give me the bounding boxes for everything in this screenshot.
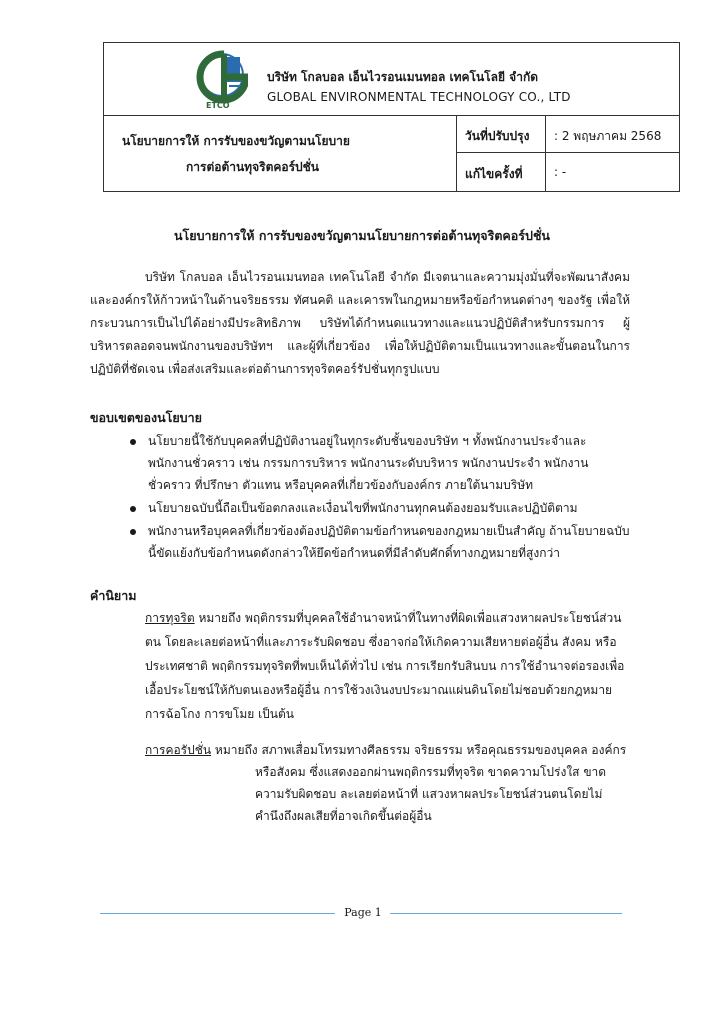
updated-date-label: วันที่ปรับปรุง xyxy=(465,129,530,143)
company-name-thai: บริษัท โกลบอล เอ็นไวรอนเมนทอล เทคโนโลยี จำกัด xyxy=(267,70,539,84)
definition-text: หมายถึง สภาพเสื่อมโทรมทางศีลธรรม จริยธรรม หรือคุณธรรมของบุคคล องค์กร xyxy=(211,743,627,757)
definition-corruption-fraud xyxy=(90,606,630,726)
bullet-icon xyxy=(130,529,136,535)
scope-list xyxy=(130,430,630,565)
footer-rule-left xyxy=(100,913,335,914)
definitions-section-title: คำนิยาม xyxy=(90,588,137,603)
company-name-english: GLOBAL ENVIRONMENTAL TECHNOLOGY CO., LTD xyxy=(267,90,571,104)
scope-item-text: นโยบายฉบับนี้ถือเป็นข้อตกลงและเงื่อนไขที่พนักงานทุกคนต้องยอมรับและปฏิบัติตาม xyxy=(148,501,578,515)
bullet-icon xyxy=(130,439,136,445)
updated-date-value: : 2 พฤษภาคม 2568 xyxy=(554,129,662,143)
policy-title-cell xyxy=(104,115,457,191)
scope-item-text: นโยบายนี้ใช้กับบุคคลที่ปฏิบัติงานอยู่ในทุกระดับชั้นของบริษัท ฯ ทั้งพนักงานประจำและพนักงานชั่วคราว เช่น กรรมการบริหาร พนักงานระดับบริหาร พนักงานประจำ พนักงานชั่วคราว ที่ปรึกษา ตัวแทน หรือบุคคลที่เกี่ยวข้องกับองค์กร ภายใต้นามบริษัท xyxy=(148,434,589,492)
company-header xyxy=(104,43,679,116)
page-number: Page 1 xyxy=(344,906,382,919)
getco-globe-logo-icon xyxy=(184,49,248,111)
scope-section-title: ขอบเขตของนโยบาย xyxy=(90,410,202,425)
revision-label-cell xyxy=(457,153,546,191)
list-item xyxy=(130,520,630,564)
revision-value: : - xyxy=(554,165,567,179)
scope-item-text: พนักงานหรือบุคคลที่เกี่ยวข้องต้องปฏิบัติตามข้อกำหนดของกฎหมายเป็นสำคัญ ถ้านโยบายฉบับนี้ขัดแย้งกับข้อกำหนดดังกล่าวให้ยึดข้อกำหนดที่มีลำดับศักดิ์ทางกฎหมายที่สูงกว่า xyxy=(148,524,630,560)
definition-corruption xyxy=(145,739,630,827)
updated-date-value-cell xyxy=(546,115,679,153)
policy-header-box xyxy=(103,42,680,192)
updated-date-label-cell xyxy=(457,115,546,153)
intro-paragraph: บริษัท โกลบอล เอ็นไวรอนเมนทอล เทคโนโลยี จำกัด มีเจตนาและความมุ่งมั่นที่จะพัฒนาสังคมและองค์กรให้ก้าวหน้าในด้านจริยธรรม ทัศนคติ และเคารพในกฎหมายหรือข้อกำหนดต่างๆ ของรัฐ เพื่อให้กระบวนการเป็นไปได้อย่างมีประสิทธิภาพ บริษัทได้กำหนดแนวทางและแนวปฏิบัติสำหรับกรรมการ ผู้บริหารตลอดจนพนักงานของบริษัทฯ และผู้ที่เกี่ยวข้อง เพื่อให้ปฏิบัติตามเป็นแนวทางและขั้นตอนในการปฏิบัติที่ชัดเจน เพื่อส่งเสริมและต่อต้านการทุจริตคอร์รัปชั่นทุกรูปแบบ xyxy=(90,270,630,376)
definition-text: หมายถึง พฤติกรรมที่บุคคลใช้อำนาจหน้าที่ในทางที่ผิดเพื่อแสวงหาผลประโยชน์ส่วน ตน โดยละเลยต่อหน้าที่และภาระรับผิดชอบ ซึ่งอาจก่อให้เกิดความเสียหายต่อผู้อื่น สังคม หรือประเทศชาติ พฤติกรรมทุจริตที่พบเห็นได้ทั่วไป เช่น การเรียกรับสินบน การใช้อำนาจต่อรองเพื่อเอื้อประโยชน์ให้กับตนเองหรือผู้อื่น การใช้วงเงินงบประมาณแผ่นดินโดยไม่ชอบด้วยกฎหมาย การฉ้อโกง การขโมย เป็นต้น xyxy=(145,611,625,721)
footer-rule-right xyxy=(390,913,622,914)
definition-text-continued: หรือสังคม ซึ่งแสดงออกผ่านพฤติกรรมที่ทุจริต ขาดความโปร่งใส ขาดความรับผิดชอบ ละเลยต่อหน้าที่ แสวงหาผลประโยชน์ส่วนตนโดยไม่คำนึงถึงผลเสียที่อาจเกิดขึ้นต่อผู้อื่น xyxy=(255,765,607,823)
policy-meta-table xyxy=(104,115,679,191)
revision-value-cell xyxy=(546,153,679,191)
definition-term: การคอรัปชั่น xyxy=(145,743,212,757)
logo-text: ETCO xyxy=(206,101,230,110)
definition-term: การทุจริต xyxy=(145,611,195,625)
policy-title-line1: นโยบายการให้ การรับของขวัญตามนโยบาย xyxy=(122,134,350,148)
list-item xyxy=(130,497,630,519)
revision-label: แก้ไขครั้งที่ xyxy=(465,167,523,181)
policy-title-line2: การต่อต้านทุจริตคอร์ปชั่น xyxy=(186,160,320,174)
list-item xyxy=(130,430,630,496)
document-heading: นโยบายการให้ การรับของขวัญตามนโยบายการต่อต้านทุจริตคอร์ปชั่น xyxy=(174,228,550,243)
bullet-icon xyxy=(130,506,136,512)
